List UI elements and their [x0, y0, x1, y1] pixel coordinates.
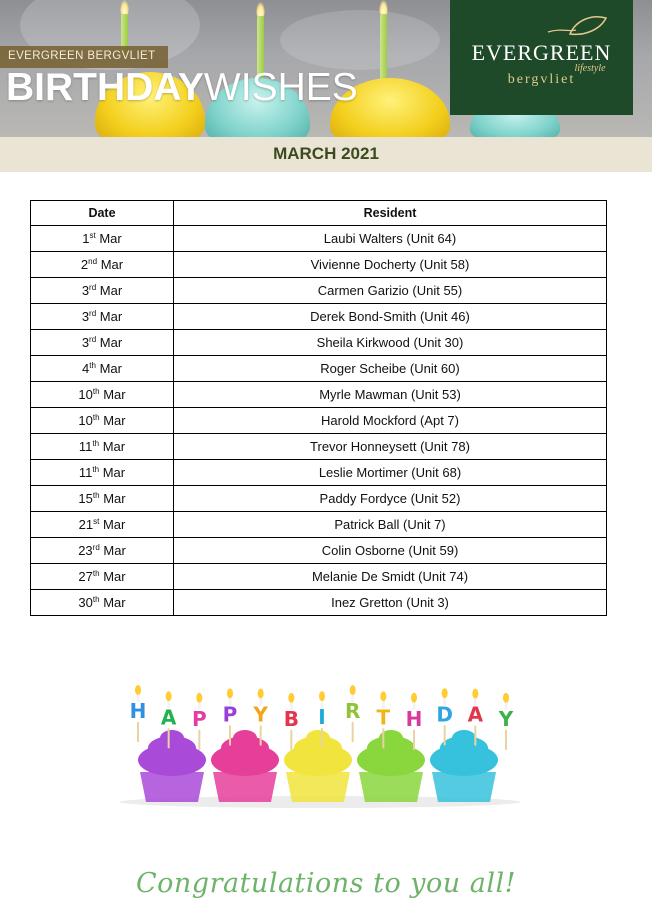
candle-flame-icon: [350, 685, 356, 695]
date-month: Mar: [99, 231, 122, 246]
date-month: Mar: [103, 413, 126, 428]
date-cell: [31, 356, 174, 382]
date-day: 10: [78, 387, 93, 402]
candle-flame-icon: [503, 693, 509, 703]
logo-sub: bergvliet: [507, 72, 576, 87]
cupcake-wrapper-icon: [432, 772, 496, 802]
date-day: 15: [78, 491, 93, 506]
date-month: Mar: [99, 335, 123, 350]
table-row: [31, 564, 607, 590]
date-day: 3: [81, 283, 90, 298]
date-day: 4: [82, 361, 90, 376]
candle-flame-icon: [442, 688, 448, 698]
date-month: Mar: [99, 309, 123, 324]
resident-cell: Sheila Kirkwood (Unit 30): [174, 330, 607, 356]
page-title: [6, 66, 358, 110]
date-suffix: st: [93, 517, 100, 526]
table-row: [31, 512, 607, 538]
date-cell: [31, 434, 174, 460]
cupcake-frosting-icon: [160, 730, 184, 746]
table-row: [31, 538, 607, 564]
resident-cell: Patrick Ball (Unit 7): [174, 512, 607, 538]
title-bold: BIRTHDAY: [6, 66, 204, 109]
date-day: 3: [81, 309, 90, 324]
date-cell: [31, 512, 174, 538]
date-suffix: th: [92, 595, 100, 604]
evergreen-logo: [450, 0, 633, 115]
date-suffix: rd: [92, 543, 100, 552]
cupcake-frosting-icon: [306, 730, 330, 746]
date-suffix: rd: [89, 335, 97, 344]
date-month: Mar: [103, 543, 126, 558]
date-suffix: th: [92, 413, 100, 422]
date-month: Mar: [102, 465, 126, 480]
date-suffix: st: [89, 231, 96, 240]
date-day: 3: [81, 335, 90, 350]
leaf-icon: [540, 10, 610, 40]
date-cell: [31, 590, 174, 616]
candle-icon: [380, 14, 387, 84]
table-row: [31, 226, 607, 252]
date-suffix: th: [92, 465, 100, 474]
birthday-table: [30, 200, 607, 616]
date-cell: [31, 408, 174, 434]
resident-cell: Leslie Mortimer (Unit 68): [174, 460, 607, 486]
column-header-date: Date: [31, 201, 174, 226]
date-cell: [31, 330, 174, 356]
month-heading: MARCH 2021: [0, 137, 652, 172]
birthday-candle-letter: P: [191, 706, 207, 731]
date-month: Mar: [102, 517, 126, 532]
candle-flame-icon: [472, 689, 478, 699]
date-cell: [31, 460, 174, 486]
date-cell: [31, 538, 174, 564]
date-suffix: nd: [88, 257, 98, 266]
table-row: [31, 252, 607, 278]
congratulations-message: Congratulations to you all!: [135, 868, 517, 899]
cupcake-wrapper-icon: [140, 772, 204, 802]
date-day: 1: [82, 231, 90, 246]
brand-tag: EVERGREEN BERGVLIET: [0, 46, 168, 68]
table-header-row: [31, 201, 607, 226]
date-suffix: th: [92, 569, 100, 578]
date-day: 27: [78, 569, 93, 584]
table-row: [31, 382, 607, 408]
candle-flame-icon: [380, 691, 386, 701]
date-cell: [31, 564, 174, 590]
date-month: Mar: [99, 361, 122, 376]
table-row: [31, 330, 607, 356]
birthday-candle-letter: B: [283, 706, 299, 731]
cupcake-frosting-icon: [233, 730, 257, 746]
date-suffix: th: [92, 439, 100, 448]
resident-cell: Paddy Fordyce (Unit 52): [174, 486, 607, 512]
table-body: [31, 226, 607, 616]
header-banner: [0, 0, 652, 137]
date-month: Mar: [99, 283, 123, 298]
date-cell: [31, 278, 174, 304]
birthday-candle-letter: I: [318, 705, 326, 730]
date-month: Mar: [103, 491, 126, 506]
birthday-candle-letter: H: [129, 699, 147, 723]
cupcake-wrapper-icon: [213, 772, 277, 802]
date-suffix: rd: [89, 283, 97, 292]
birthday-candle-letter: Y: [253, 702, 268, 727]
candle-flame-icon: [196, 693, 202, 703]
date-suffix: th: [92, 491, 100, 500]
column-header-resident: Resident: [174, 201, 607, 226]
happy-birthday-cupcakes-image: [110, 680, 530, 810]
table-row: [31, 460, 607, 486]
table-row: [31, 278, 607, 304]
date-cell: [31, 486, 174, 512]
date-day: 30: [78, 595, 93, 610]
date-day: 11: [78, 465, 93, 480]
logo-name: EVERGREEN: [471, 40, 612, 65]
resident-cell: Derek Bond-Smith (Unit 46): [174, 304, 607, 330]
background-bokeh: [280, 10, 440, 70]
cupcake-wrapper-icon: [286, 772, 350, 802]
title-light: WISHES: [203, 66, 358, 109]
resident-cell: Carmen Garizio (Unit 55): [174, 278, 607, 304]
logo-lifestyle: lifestyle: [574, 63, 606, 74]
table-row: [31, 434, 607, 460]
date-month: Mar: [103, 595, 126, 610]
date-month: Mar: [102, 439, 126, 454]
date-suffix: th: [92, 387, 100, 396]
table-row: [31, 590, 607, 616]
candle-flame-icon: [319, 691, 325, 701]
birthday-candle-letter: A: [160, 705, 177, 730]
resident-cell: Laubi Walters (Unit 64): [174, 226, 607, 252]
birthday-candle-letter: D: [436, 702, 453, 727]
candle-flame-icon: [258, 689, 264, 699]
date-cell: [31, 382, 174, 408]
cupcake-frosting-icon: [452, 730, 476, 746]
birthday-candle-letter: A: [467, 702, 484, 727]
resident-cell: Trevor Honneysett (Unit 78): [174, 434, 607, 460]
birthday-candle-letter: H: [405, 706, 423, 731]
date-day: 23: [78, 543, 93, 558]
date-suffix: th: [89, 361, 96, 370]
date-cell: [31, 304, 174, 330]
date-cell: [31, 252, 174, 278]
resident-cell: Roger Scheibe (Unit 60): [174, 356, 607, 382]
resident-cell: Colin Osborne (Unit 59): [174, 538, 607, 564]
date-suffix: rd: [89, 309, 97, 318]
table-row: [31, 356, 607, 382]
resident-cell: Myrle Mawman (Unit 53): [174, 382, 607, 408]
date-day: 2: [80, 257, 89, 272]
date-month: Mar: [103, 387, 126, 402]
resident-cell: Melanie De Smidt (Unit 74): [174, 564, 607, 590]
candle-flame-icon: [166, 691, 172, 701]
resident-cell: Inez Gretton (Unit 3): [174, 590, 607, 616]
birthday-candle-letter: R: [344, 699, 361, 724]
candle-flame-icon: [411, 693, 417, 703]
cupcake-wrapper-icon: [359, 772, 423, 802]
date-day: 10: [78, 413, 93, 428]
resident-cell: Vivienne Docherty (Unit 58): [174, 252, 607, 278]
table-row: [31, 486, 607, 512]
table-row: [31, 304, 607, 330]
resident-cell: Harold Mockford (Apt 7): [174, 408, 607, 434]
candle-flame-icon: [288, 693, 294, 703]
table-row: [31, 408, 607, 434]
candle-flame-icon: [227, 688, 233, 698]
date-day: 11: [78, 439, 93, 454]
date-cell: [31, 226, 174, 252]
birthday-candle-letter: Y: [498, 706, 514, 731]
date-month: Mar: [103, 569, 126, 584]
birthday-candle-letter: P: [222, 702, 238, 727]
candle-flame-icon: [135, 685, 141, 695]
birthday-candle-letter: T: [376, 705, 391, 730]
date-day: 21: [78, 517, 94, 532]
date-month: Mar: [100, 257, 124, 272]
